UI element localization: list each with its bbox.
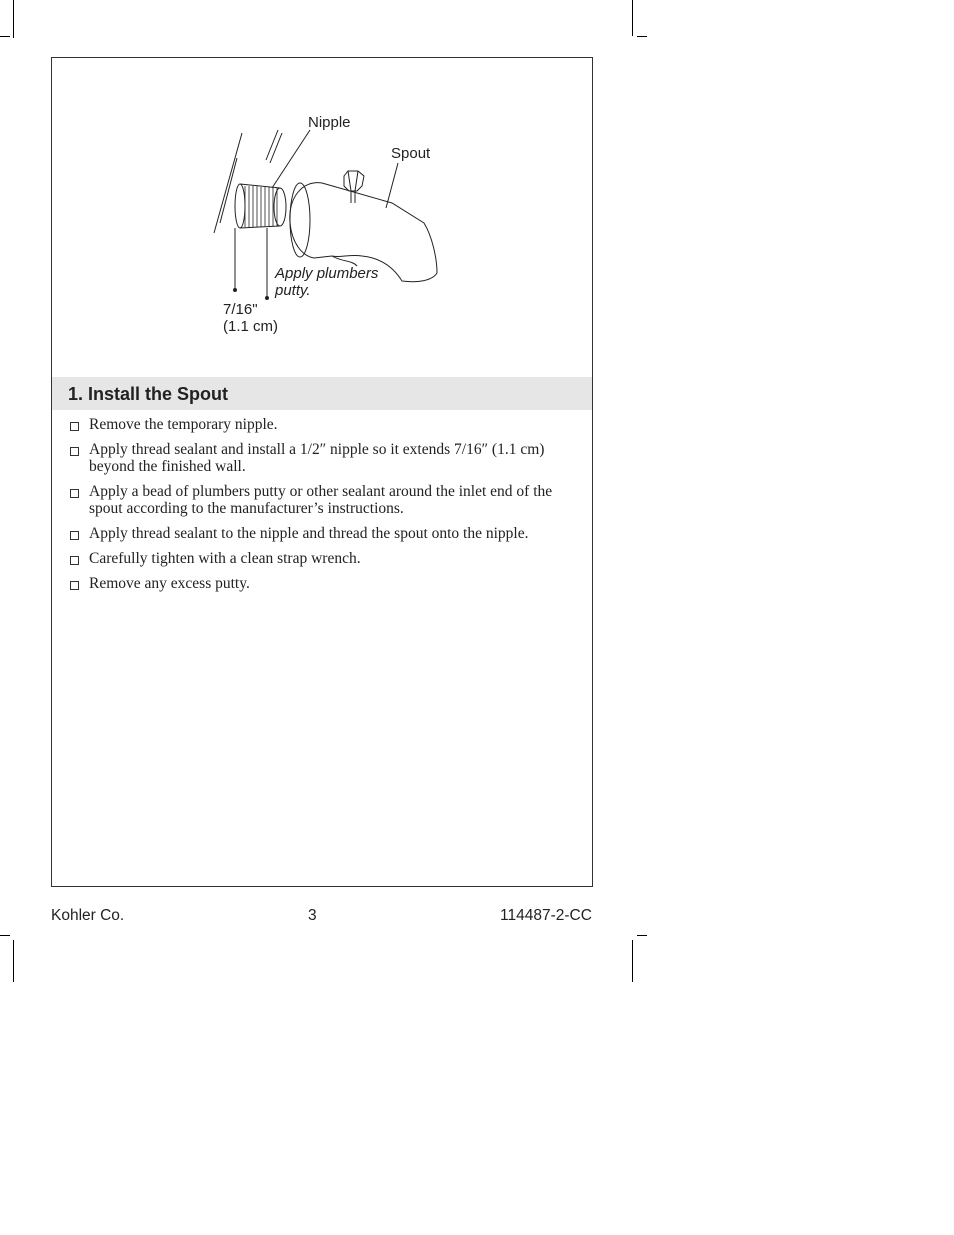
instruction-panel [51, 57, 593, 887]
step-text: Remove any excess putty. [89, 575, 250, 592]
crop-mark [13, 940, 14, 982]
putty-label-line1: Apply plumbers [275, 265, 379, 282]
crop-mark [632, 940, 633, 982]
dimension-label-line1: 7/16" [223, 301, 258, 318]
step-item [70, 575, 570, 592]
footer-doc-number: 114487-2-CC [500, 907, 592, 924]
putty-label-line2: putty. [275, 282, 311, 299]
step-text: Apply thread sealant to the nipple and thread the spout onto the nipple. [89, 525, 529, 542]
checkbox-icon [70, 447, 79, 456]
dimension-label-line2: (1.1 cm) [223, 318, 279, 335]
step-item [70, 483, 570, 517]
crop-mark [637, 935, 647, 936]
spout-drawing [52, 58, 592, 378]
checkbox-icon [70, 581, 79, 590]
crop-mark [13, 0, 14, 38]
spout-illustration [52, 58, 592, 378]
step-text: Remove the temporary nipple. [89, 416, 278, 433]
step-item [70, 441, 570, 475]
checkbox-icon [70, 489, 79, 498]
step-list [70, 416, 570, 600]
crop-mark [632, 0, 633, 36]
crop-mark [0, 36, 10, 37]
step-item [70, 525, 570, 542]
spout-label: Spout [391, 145, 431, 162]
section-header [52, 377, 592, 410]
footer-page-number: 3 [308, 907, 317, 924]
checkbox-icon [70, 531, 79, 540]
step-item [70, 550, 570, 567]
step-item [70, 416, 570, 433]
footer-company: Kohler Co. [51, 907, 125, 924]
nipple-label: Nipple [308, 114, 351, 131]
crop-mark [637, 36, 647, 37]
step-text: Carefully tighten with a clean strap wrench. [89, 550, 361, 567]
checkbox-icon [70, 556, 79, 565]
step-text: Apply a bead of plumbers putty or other sealant around the inlet end of the spout according to the manufacturer’s instructions. [89, 483, 553, 517]
section-title: 1. Install the Spout [68, 384, 229, 404]
checkbox-icon [70, 422, 79, 431]
crop-mark [0, 935, 10, 936]
step-text: Apply thread sealant and install a 1/2″ nipple so it extends 7/16″ (1.1 cm) beyond the finished wall. [89, 441, 545, 475]
